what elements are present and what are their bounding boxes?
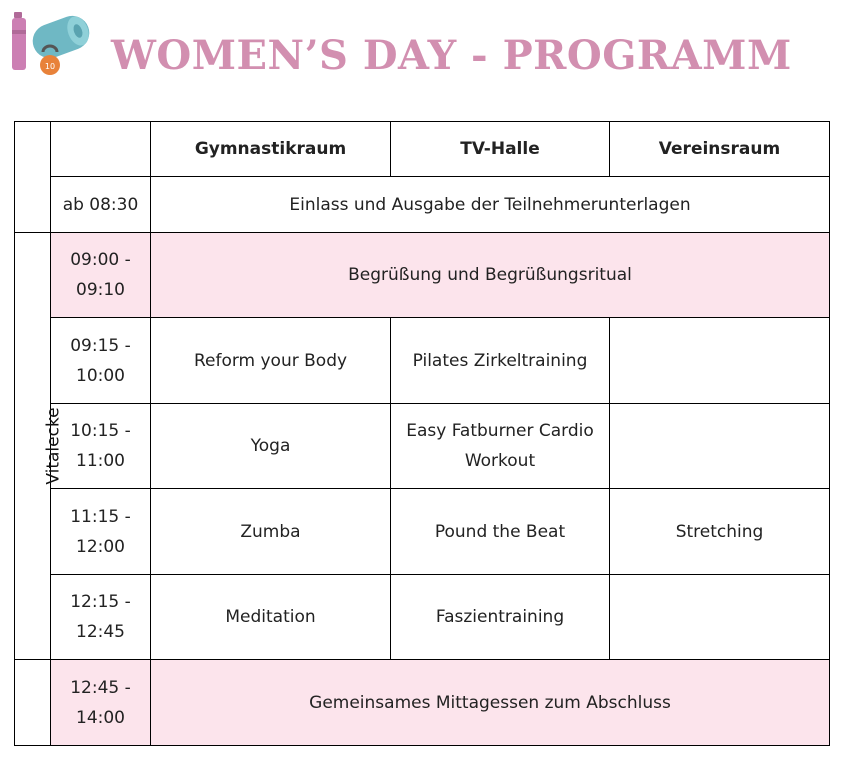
- side-label-cell: [15, 233, 64, 660]
- time-start: 11:15 -: [70, 506, 131, 527]
- column-header-gymnastikraum: Gymnastikraum: [151, 122, 391, 177]
- span-activity-cell: Einlass und Ausgabe der Teilnehmerunterlagen: [151, 177, 830, 233]
- span-activity-cell: Gemeinsames Mittagessen zum Abschluss: [151, 660, 830, 746]
- span-activity-cell: Begrüßung und Begrüßungsritual: [151, 233, 830, 318]
- activity-cell-gymnastikraum: Reform your Body: [151, 318, 391, 404]
- table-header-row: [15, 122, 830, 177]
- time-end: 11:00: [76, 451, 125, 471]
- time-cell: ab 08:30: [51, 177, 151, 233]
- activity-cell-vereinsraum: [610, 575, 830, 660]
- activity-cell-vereinsraum: Stretching: [610, 489, 830, 575]
- activity-cell-vereinsraum: [610, 404, 830, 489]
- time-start: 09:00 -: [70, 250, 131, 270]
- time-header-cell: [51, 122, 151, 177]
- activity-cell-gymnastikraum: Meditation: [151, 575, 391, 660]
- fitness-logo-icon: [10, 10, 92, 76]
- side-cell-top: [15, 122, 51, 233]
- time-cell: [51, 318, 151, 404]
- column-header-tv-halle: TV-Halle: [391, 122, 610, 177]
- time-cell: [51, 575, 151, 660]
- time-start: 10:15 -: [70, 421, 131, 441]
- activity-cell-tv-halle: Faszientraining: [391, 575, 610, 660]
- page-title: WOMEN’S DAY - PROGRAMM: [111, 32, 792, 79]
- table-row: [15, 660, 830, 746]
- activity-cell-tv-halle: Easy Fatburner Cardio Workout: [391, 404, 610, 489]
- table-row: [15, 177, 830, 233]
- kettlebell-weight-label: 10: [44, 62, 56, 71]
- schedule-table: [14, 121, 830, 746]
- table-row: [15, 318, 830, 404]
- time-end: 09:10: [76, 280, 125, 300]
- time-end: 14:00: [76, 707, 125, 728]
- table-row: [15, 404, 830, 489]
- activity-cell-tv-halle: Pound the Beat: [391, 489, 610, 575]
- table-row: [15, 489, 830, 575]
- activity-cell-gymnastikraum: Zumba: [151, 489, 391, 575]
- time-end: 10:00: [76, 365, 125, 386]
- activity-cell-vereinsraum: [610, 318, 830, 404]
- time-cell: [51, 660, 151, 746]
- time-end: 12:45: [76, 622, 125, 642]
- side-label-vitalecke: Vitalecke: [43, 407, 64, 485]
- header: [10, 10, 830, 80]
- side-cell-bottom: [15, 660, 51, 746]
- time-start: 12:45 -: [70, 677, 131, 698]
- time-start: 12:15 -: [70, 592, 131, 612]
- time-end: 12:00: [76, 536, 125, 557]
- table-row: [15, 575, 830, 660]
- table-row: [15, 233, 830, 318]
- column-header-vereinsraum: Vereinsraum: [610, 122, 830, 177]
- time-cell: [51, 233, 151, 318]
- time-cell: [51, 489, 151, 575]
- time-start: 09:15 -: [70, 335, 131, 356]
- activity-cell-gymnastikraum: Yoga: [151, 404, 391, 489]
- activity-cell-tv-halle: Pilates Zirkeltraining: [391, 318, 610, 404]
